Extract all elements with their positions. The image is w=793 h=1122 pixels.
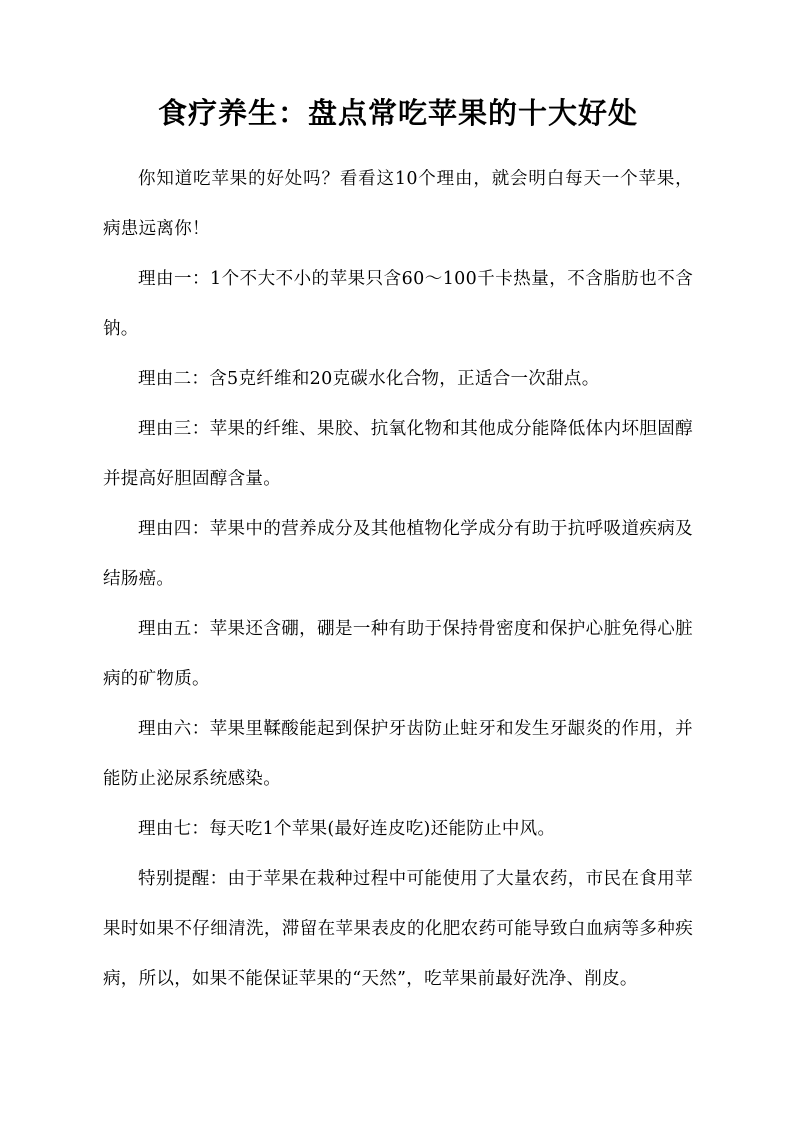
reason-7-paragraph: 理由七：每天吃1个苹果(最好连皮吃)还能防止中风。 xyxy=(138,819,556,839)
reason-5-paragraph: 理由五：苹果还含硼，硼是一种有助于保持骨密度和保护心脏免得心脏病的矿物质。 xyxy=(103,619,693,689)
reason-2-paragraph: 理由二：含5克纤维和20克碳水化合物，正适合一次甜点。 xyxy=(138,369,600,389)
document-page xyxy=(103,88,693,1004)
reason-4-paragraph: 理由四：苹果中的营养成分及其他植物化学成分有助于抗呼吸道疾病及结肠癌。 xyxy=(103,519,693,589)
reason-1-paragraph: 理由一：1个不大不小的苹果只含60～100千卡热量，不含脂肪也不含钠。 xyxy=(103,269,693,339)
document-title: 食疗养生：盘点常吃苹果的十大好处 xyxy=(157,96,638,130)
reason-6-paragraph: 理由六：苹果里鞣酸能起到保护牙齿防止蛀牙和发生牙龈炎的作用，并能防止泌尿系统感染。 xyxy=(103,719,693,789)
reason-3-paragraph: 理由三：苹果的纤维、果胶、抗氧化物和其他成分能降低体内坏胆固醇并提高好胆固醇含量。 xyxy=(103,419,693,489)
intro-paragraph: 你知道吃苹果的好处吗？看看这10个理由，就会明白每天一个苹果，病患远离你！ xyxy=(103,169,693,239)
special-reminder-paragraph: 特别提醒：由于苹果在栽种过程中可能使用了大量农药，市民在食用苹果时如果不仔细清洗，滞留在苹果表皮的化肥农药可能导致白血病等多种疾病，所以，如果不能保证苹果的“天然”，吃苹果前最好洗净、削皮。 xyxy=(103,869,693,989)
